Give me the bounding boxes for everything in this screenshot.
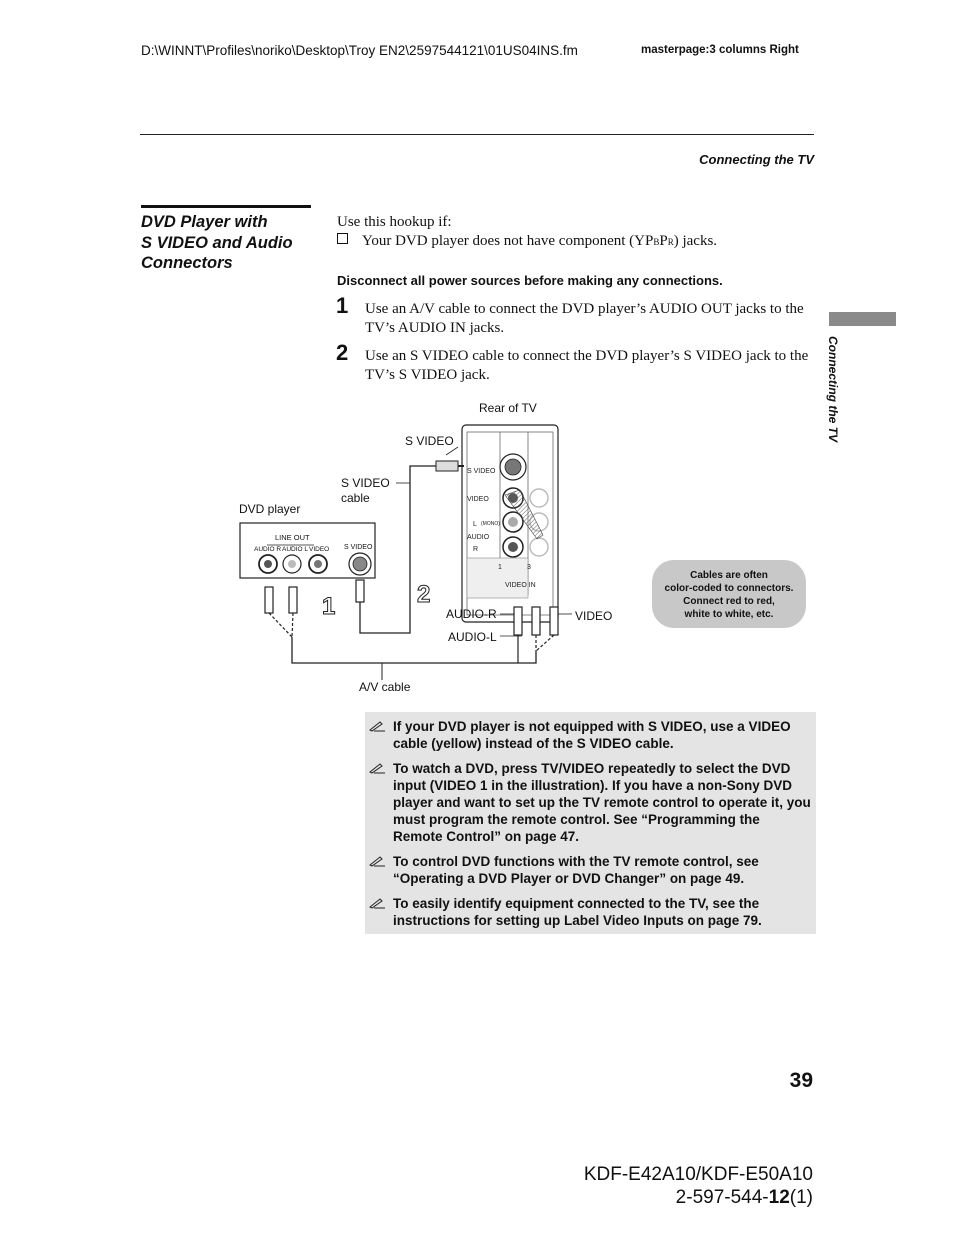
- step-text: Use an S VIDEO cable to connect the DVD player’s S VIDEO jack to the TV’s S VIDEO jack.: [365, 348, 809, 383]
- file-path: D:\WINNT\Profiles\noriko\Desktop\Troy EN2\2597544121\01US04INS.fm: [141, 43, 578, 58]
- audio-l-label: AUDIO-L: [448, 630, 497, 644]
- note-text: If your DVD player is not equipped with S VIDEO, use a VIDEO cable (yellow) instead of the S VIDEO cable.: [393, 719, 791, 751]
- bubble-text: Connect red to red,: [683, 596, 775, 607]
- tv-mono-label: (MONO): [481, 521, 500, 527]
- tv-input-3-label: 3: [527, 564, 531, 571]
- callout-1: 1: [322, 593, 336, 620]
- section-title-line: S VIDEO and Audio: [141, 233, 293, 252]
- note-text: To easily identify equipment connected to the TV, see the instructions for setting up Label Video Inputs on page 79.: [393, 896, 762, 928]
- bullet-mid: P: [659, 233, 668, 249]
- tv-rear-panel: [462, 425, 558, 622]
- pencil-note-icon: [368, 855, 386, 867]
- part-prefix: 2-597-544-: [675, 1187, 769, 1208]
- bullet-sub-b: B: [653, 237, 660, 247]
- note-text: To control DVD functions with the TV remote control, see “Operating a DVD Player or DVD Changer” on page 49.: [393, 854, 759, 886]
- part-bold: 12: [768, 1187, 790, 1208]
- bullet-sub-r: R: [667, 237, 674, 247]
- s-video-cable-label: cable: [341, 491, 370, 505]
- part-suffix: (1): [789, 1187, 813, 1208]
- intro-text: Use this hookup if:: [337, 214, 452, 230]
- dvd-audio-r-label: AUDIO R: [254, 546, 282, 553]
- tv-video-label: VIDEO: [467, 496, 489, 503]
- s-video-plug-icon: [436, 461, 458, 471]
- bubble-text: white to white, etc.: [684, 609, 774, 620]
- bullet-item: [337, 233, 717, 250]
- av-cable: [292, 637, 536, 663]
- bullet-pre: Your DVD player does not have component (YP: [362, 233, 654, 249]
- callout-2: 2: [417, 581, 431, 608]
- tv-audio-label: AUDIO: [467, 534, 490, 541]
- audio-r-label: AUDIO-R: [446, 607, 497, 621]
- running-head: Connecting the TV: [699, 152, 814, 167]
- side-tab-label: Connecting the TV: [826, 336, 840, 442]
- dvd-s-video-label: S VIDEO: [344, 544, 373, 551]
- pencil-note-icon: [368, 720, 386, 732]
- step-number: 1: [336, 293, 349, 318]
- note-text: To watch a DVD, press TV/VIDEO repeatedly to select the DVD input (VIDEO 1 in the illustration). If you have a non-Sony DVD player and want to set up the TV remote control to operate it, you must program the remote control. See “Programming the Remote Control” on page 47.: [393, 761, 811, 844]
- section-title-line: DVD Player with: [141, 213, 268, 231]
- dvd-player-label: DVD player: [239, 502, 301, 516]
- side-tab-marker: [829, 312, 896, 326]
- line-out-label: LINE OUT: [275, 533, 310, 542]
- model-info: [584, 1163, 813, 1209]
- tv-video-in-label: VIDEO IN: [505, 582, 536, 589]
- connection-diagram: [230, 395, 810, 700]
- dvd-audio-l-label: AUDIO L: [282, 546, 309, 553]
- section-rule: [141, 205, 311, 208]
- section-title: [141, 212, 316, 274]
- bullet-post: ) jacks.: [673, 233, 718, 249]
- top-rule: [140, 134, 814, 135]
- step-number: 2: [336, 340, 349, 365]
- tv-r-label: R: [473, 546, 479, 553]
- section-title-line: Connectors: [141, 254, 233, 272]
- warning-text: Disconnect all power sources before making any connections.: [337, 273, 723, 288]
- model-line: KDF-E42A10/KDF-E50A10: [583, 1164, 813, 1185]
- bubble-text: color-coded to connectors.: [664, 583, 794, 594]
- av-cable-label: A/V cable: [359, 680, 411, 694]
- part-number: [584, 1186, 813, 1209]
- s-video-label: S VIDEO: [405, 434, 454, 448]
- rear-of-tv-label: Rear of TV: [479, 401, 537, 415]
- tv-input-1-label: 1: [498, 564, 502, 571]
- checkbox-bullet-icon: [337, 233, 348, 244]
- page-number: 39: [789, 1069, 813, 1092]
- pencil-note-icon: [368, 897, 386, 909]
- dvd-video-label: VIDEO: [309, 546, 330, 553]
- notes-box: [365, 712, 816, 934]
- masterpage-label: masterpage:3 columns Right: [641, 44, 799, 56]
- tv-s-video-label: S VIDEO: [467, 468, 496, 475]
- video-label: VIDEO: [575, 609, 613, 623]
- step-text: Use an A/V cable to connect the DVD player’s AUDIO OUT jacks to the TV’s AUDIO IN jacks.: [365, 301, 804, 336]
- dvd-player: [240, 523, 375, 578]
- s-video-cable-label: S VIDEO: [341, 476, 390, 490]
- pencil-note-icon: [368, 762, 386, 774]
- tv-l-label: L: [473, 521, 477, 528]
- bubble-text: Cables are often: [690, 570, 768, 581]
